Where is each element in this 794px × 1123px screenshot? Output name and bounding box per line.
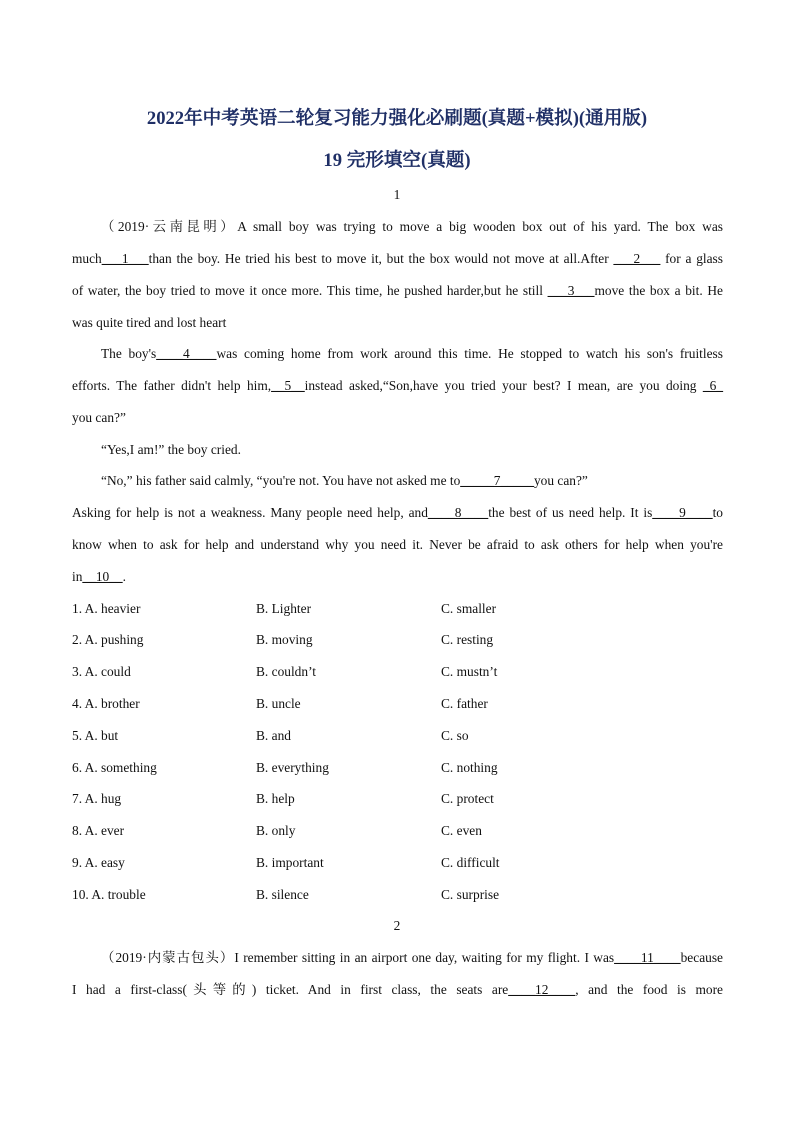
blank-2: ___2___ [613,251,661,266]
option-c: C. smaller [441,601,497,616]
passage-line: efforts. The father didn't help him,__5__instead asked,“Son,have you tried your best? I mean, are you doing _6_ [72,378,724,393]
option-a: 4. A. brother [72,696,140,711]
option-c: C. so [441,728,469,743]
blank-4: ____4____ [156,346,217,361]
section-number: 1 [393,187,401,202]
passage-line: much___1___than the boy. He tried his best to move it, but the box would not move at all.After ___2___ for a glass [72,251,723,266]
passage-line: “No,” his father said calmly, “you're not. You have not asked me to_____7_____you can?” [101,473,588,488]
option-b: B. everything [256,760,329,775]
blank-1: ___1___ [101,251,149,266]
option-a: 8. A. ever [72,823,125,838]
blank-3: ___3___ [547,283,595,298]
blank-6: _6_ [702,378,724,393]
blank-12: ____12____ [508,982,576,997]
option-a: 10. A. trouble [72,887,146,902]
option-c: C. father [441,696,488,711]
passage-line: know when to ask for help and understand why you need it. Never be afraid to ask others for help when you're [72,537,723,552]
section-number: 2 [393,918,401,933]
option-b: B. silence [256,887,309,902]
option-a: 3. A. could [72,664,131,679]
option-b: B. Lighter [256,601,312,616]
blank-5: __5__ [271,378,305,393]
passage-line: you can?” [72,410,126,425]
option-c: C. even [441,823,482,838]
option-a: 7. A. hug [72,791,122,806]
option-c: C. difficult [441,855,500,870]
document-subtitle: 19 完形填空(真题) [323,150,471,171]
blank-9: ____9____ [652,505,713,520]
option-c: C. nothing [441,760,498,775]
option-b: B. moving [256,632,313,647]
passage-line: Asking for help is not a weakness. Many people need help, and____8____the best of us need help. It is____9____to [72,505,723,520]
passage-line: of water, the boy tried to move it once more. This time, he pushed harder,but he still ___3___move the box a bit. He [72,283,723,298]
option-a: 2. A. pushing [72,632,144,647]
option-a: 5. A. but [72,728,119,743]
option-c: C. protect [441,791,494,806]
passage-line: in__10__. [72,569,126,584]
document-title: 2022年中考英语二轮复习能力强化必刷题(真题+模拟)(通用版) [146,108,648,129]
option-a: 6. A. something [72,760,157,775]
option-b: B. important [256,855,324,870]
passage-line: was quite tired and lost heart [72,315,227,330]
option-c: C. resting [441,632,494,647]
passage-line: （2019·内蒙古包头）I remember sitting in an airport one day, waiting for my flight. I was____11____because [101,950,723,965]
option-c: C. surprise [441,887,500,902]
passage-line: “Yes,I am!” the boy cried. [101,442,241,457]
option-b: B. uncle [256,696,301,711]
passage-line: I had a first-class(头等的) ticket. And in first class, the seats are____12____, and the food is more [72,982,723,997]
option-a: 9. A. easy [72,855,125,870]
blank-8: ____8____ [427,505,489,520]
option-b: B. help [256,791,295,806]
blank-10: __10__ [82,569,123,584]
option-a: 1. A. heavier [72,601,141,616]
option-c: C. mustn’t [441,664,498,679]
option-b: B. and [256,728,291,743]
passage-line: （2019·云南昆明）A small boy was trying to move a big wooden box out of his yard. The box was [101,219,723,234]
option-b: B. only [256,823,296,838]
option-b: B. couldn’t [256,664,317,679]
passage-line: The boy's____4____was coming home from work around this time. He stopped to watch his son's fruitless [101,346,723,361]
blank-7: _____7_____ [460,473,534,488]
blank-11: ____11____ [614,950,681,965]
